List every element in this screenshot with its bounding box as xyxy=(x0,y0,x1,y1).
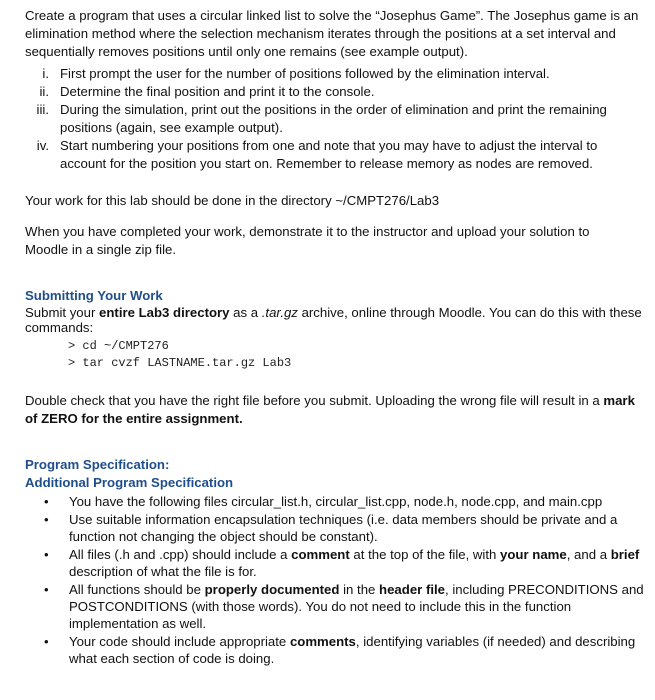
list-number: iv. xyxy=(36,138,49,153)
spec-bullet-list xyxy=(25,493,653,668)
submitting-heading: Submitting Your Work xyxy=(25,288,163,303)
list-item xyxy=(25,65,647,83)
bullet-icon: • xyxy=(44,582,49,597)
command-line: > tar cvzf LASTNAME.tar.gz Lab3 xyxy=(68,356,292,370)
list-item xyxy=(25,83,647,101)
list-number: ii. xyxy=(39,84,49,99)
additional-spec-heading: Additional Program Specification xyxy=(25,475,234,490)
command-line: > cd ~/CMPT276 xyxy=(68,339,169,353)
list-number: iii. xyxy=(36,102,49,117)
list-item-text: During the simulation, print out the positions in the order of elimination and print the remaining positions (again, see example output). xyxy=(60,102,607,135)
list-item-text: First prompt the user for the number of positions followed by the elimination interval. xyxy=(60,66,550,81)
intro-paragraph: Create a program that uses a circular linked list to solve the “Josephus Game”. The Josephus game is an elimination method where the selection mechanism iterates through the positions at a set interval and sequentially removes positions until only one remains (see example output). xyxy=(25,8,639,59)
submitting-paragraph: Submit your entire Lab3 directory as a .tar.gz archive, online through Moodle. You can do this with these commands: xyxy=(25,305,642,335)
list-item-text: Start numbering your positions from one and note that you may have to adjust the interval to account for the position you start on. Remember to release memory as nodes are removed. xyxy=(60,138,598,171)
list-item: • Use suitable information encapsulation techniques (i.e. data members should be private and a function not changing the object should be constant). xyxy=(44,512,618,544)
list-item xyxy=(25,137,647,173)
bullet-icon: • xyxy=(44,512,49,527)
program-spec-heading: Program Specification: xyxy=(25,457,170,472)
completion-paragraph: When you have completed your work, demonstrate it to the instructor and upload your solution to Moodle in a single zip file. xyxy=(25,224,590,257)
warning-paragraph: Double check that you have the right file before you submit. Uploading the wrong file will result in a mark of ZERO for the entire assignment. xyxy=(25,393,635,426)
requirements-list xyxy=(25,65,647,173)
emphasis: entire Lab3 directory xyxy=(99,305,230,320)
lab-directory-paragraph: Your work for this lab should be done in the directory ~/CMPT276/Lab3 xyxy=(25,193,440,208)
list-item: • All functions should be properly documented in the header file, including PRECONDITIONS and POSTCONDITIONS (with those words). You do not need to include this in the function implementation as well. xyxy=(44,582,644,631)
warning-emphasis: mark of ZERO for the entire assignment. xyxy=(25,393,635,426)
bullet-icon: • xyxy=(44,494,49,509)
list-item-text: Determine the final position and print it to the console. xyxy=(60,84,375,99)
list-item: • Your code should include appropriate comments, identifying variables (if needed) and describing what each section of code is doing. xyxy=(44,634,636,666)
list-item xyxy=(25,101,647,137)
list-item: • All files (.h and .cpp) should include a comment at the top of the file, with your name, and a brief description of what the file is for. xyxy=(44,547,640,579)
command-block xyxy=(68,338,291,372)
list-item: • You have the following files circular_list.h, circular_list.cpp, node.h, node.cpp, and main.cpp xyxy=(44,494,603,509)
bullet-icon: • xyxy=(44,547,49,562)
list-number: i. xyxy=(42,66,49,81)
file-extension: .tar.gz xyxy=(261,305,298,320)
bullet-icon: • xyxy=(44,634,49,649)
